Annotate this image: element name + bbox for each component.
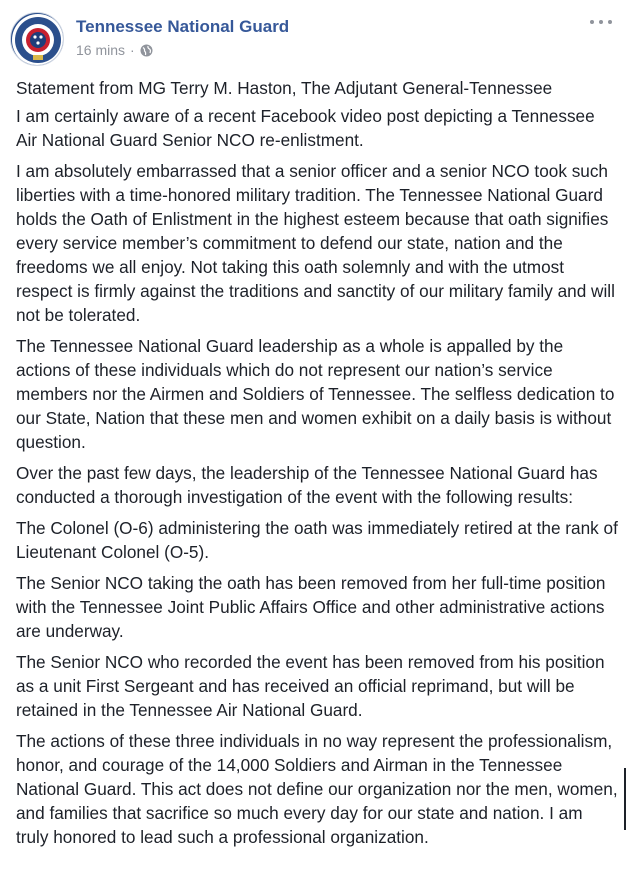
post-body xyxy=(16,76,618,856)
page-avatar[interactable] xyxy=(10,12,64,66)
post-paragraph: I am absolutely embarrassed that a senior officer and a senior NCO took such liberties with a time-honored military tradition. The Tennessee National Guard holds the Oath of Enlistment in the highest esteem because that oath signifies every service member’s commitment to defend our state, nation and the freedoms we all enjoy. Not taking this oath solemnly and with the utmost respect is firmly against the traditions and sanctity of our military family and will not be tolerated. xyxy=(16,161,615,325)
meta-separator: · xyxy=(130,42,135,58)
post-paragraph: The Tennessee National Guard leadership as a whole is appalled by the actions of these individuals which do not represent our nation’s service members nor the Airmen and Soldiers of Tennessee. The selfless dedication to our State, Nation that these men and women exhibit on a daily basis is without question. xyxy=(16,336,615,452)
globe-icon[interactable] xyxy=(140,44,153,57)
post-paragraph: The Senior NCO taking the oath has been removed from her full-time position with the Tennessee Joint Public Affairs Office and other administrative actions are underway. xyxy=(16,573,606,641)
post-paragraph: The Colonel (O-6) administering the oath was immediately retired at the rank of Lieutenant Colonel (O-5). xyxy=(16,518,618,562)
seal-icon xyxy=(11,13,64,66)
post-meta xyxy=(76,42,153,58)
more-options-icon[interactable] xyxy=(590,14,612,30)
post-paragraph: The Senior NCO who recorded the event has been removed from his position as a unit First Sergeant and has received an official reprimand, but will be retained in the Tennessee Air National Guard. xyxy=(16,652,605,720)
post-timestamp[interactable]: 16 mins xyxy=(76,42,126,58)
post-paragraph: Over the past few days, the leadership of the Tennessee National Guard has conducted a thorough investigation of the event with the following results: xyxy=(16,463,598,507)
post-paragraph: The actions of these three individuals in no way represent the professionalism, honor, and courage of the 14,000 Soldiers and Airman in the Tennessee National Guard. This act does not define our organization nor the men, women, and families that sacrifice so much every day for our state and nation. I am truly honored to lead such a professional organization. xyxy=(16,731,618,847)
post-header xyxy=(10,12,616,64)
post-paragraph: I am certainly aware of a recent Facebook video post depicting a Tennessee Air National Guard Senior NCO re-enlistment. xyxy=(16,106,595,150)
page-name-link[interactable]: Tennessee National Guard xyxy=(76,17,290,36)
post-paragraph: Statement from MG Terry M. Haston, The Adjutant General-Tennessee xyxy=(16,78,553,98)
